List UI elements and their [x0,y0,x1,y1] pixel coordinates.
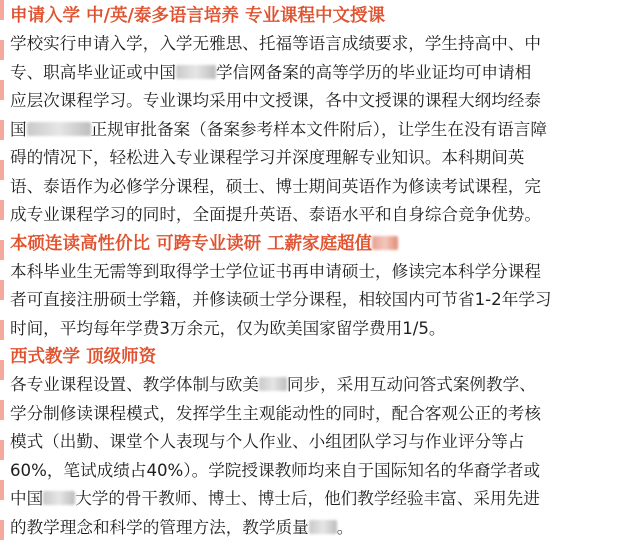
paragraph-line: 的教学理念和科学的管理方法，教学质量 。 [10,517,354,537]
paragraph-line: 学分制修读课程模式，发挥学生主观能动性的同时，配合客观公正的考核 [10,403,541,423]
paragraph-line: 碍的情况下，轻松进入专业课程学习并深度理解专业知识。本科期间英 [10,148,525,167]
redacted-text [309,520,337,534]
paragraph-line: 60%，笔试成绩占40%）。学院授课教师均来自于国际知名的华裔学者或 [10,460,541,480]
paragraph-line: 国 正规审批备案（备案参考样本文件附后），让学生在没有语言障 [10,119,547,139]
paragraph-line: 者可直接注册硕士学籍，并修读硕士学分课程，相较国内可节省1-2年学习 [10,290,552,309]
paragraph-line: 应层次课程学习。专业课均采用中文授课，各中文授课的课程大纲均经泰 [10,91,541,110]
paragraph-line: 语、泰语作为必修学分课程，硕士、博士期间英语作为修读考试课程，完 [10,176,541,196]
redacted-text [372,236,398,250]
paragraph-line: 各专业课程设置、教学体制与欧美 同步，采用互动问答式案例教学、 [10,375,536,394]
redacted-text [176,65,216,79]
paragraph-line: 时间，平均每年学费3万余元，仅为欧美国家留学费用1/5。 [10,318,446,338]
paragraph-line: 模式（出勤、课堂个人表现与个人作业、小组团队学习与作业评分等占 [10,432,525,451]
section-heading-value: 本硕连读高性价比 可跨专业读研 工薪家庭超值 [10,230,634,258]
paragraph-line: 本科毕业生无需等到取得学士学位证书再申请硕士，修读完本科学分课程 [10,261,541,281]
article-body [10,2,634,542]
paragraph-line: 专、职高毕业证或中国 学信网备案的高等学历的毕业证均可申请相 [10,62,532,82]
redacted-text [43,491,75,505]
paragraph-line: 学校实行申请入学，入学无雅思、托福等语言成绩要求，学生持高中、中 [10,34,541,53]
paragraph-line: 中国 大学的骨干教师、博士、博士后，他们教学经验丰富、采用先进 [10,489,540,508]
paragraph-line: 成专业课程学习的同时，全面提升英语、泰语水平和自身综合竞争优势。 [10,205,541,224]
decorative-left-rail [0,0,4,556]
redacted-text [27,122,91,136]
section-heading-application: 申请入学 中/英/泰多语言培养 专业课程中文授课 [10,6,385,26]
redacted-text [259,377,287,391]
section-heading-teaching: 西式教学 顶级师资 [10,347,157,367]
